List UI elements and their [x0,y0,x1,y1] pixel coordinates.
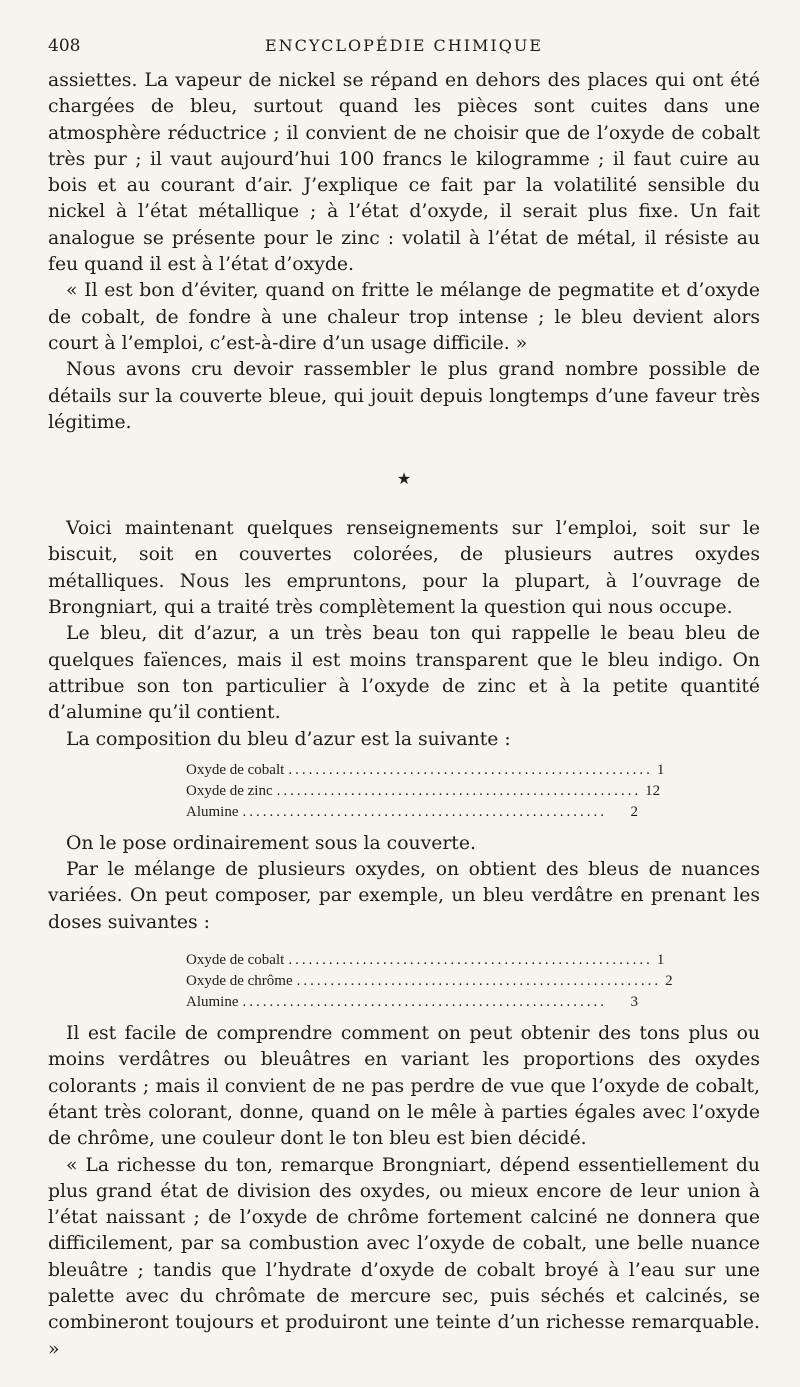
paragraph: Le bleu, dit d’azur, a un très beau ton qui rappelle le beau bleu de quelques faïences, mais il est moins transparent que le bleu indigo. On attribue son ton particulier à l’oxyde de zinc et à la petite quantité d’alumine qu’il contient. [48,623,760,724]
leader-dots: ...................................................... [288,952,653,969]
paragraph: « La richesse du ton, remarque Brongniart, dépend essentiellement du plus grand état de division des oxydes, ou mieux encore de leur union à l’état naissant ; de l’oxyde de chrôme fortement calciné ne donnera que difficilement, par sa combustion avec l’oxyde de cobalt, une belle nuance bleuâtre ; tandis que l’hydrate d’oxyde de cobalt broyé à l’eau sur une palette avec du chrômate de mercure sec, puis séchés et calcinés, se combineront toujours et produiront une teinte d’un richesse remarquable. » [48,1154,760,1360]
paragraph: On le pose ordinairement sous la couverte. [66,832,476,854]
paragraph: La composition du bleu d’azur est la suivante : [66,728,511,750]
ingredient-quantity: 2 [630,803,638,820]
ingredient-name: Oxyde de cobalt [186,761,285,778]
page-number: 408 [48,36,81,56]
section-separator-star: ★ [396,469,412,489]
composition-row [186,802,638,823]
paragraph: Il est facile de comprendre comment on peut obtenir des tons plus ou moins verdâtres ou bleuâtres en variant les proportions des oxydes colorants ; mais il convient de ne pas perdre de vue que l’oxyde de cobalt, étant très colorant, donne, quand on le mêle à parties égales avec l’oxyde de chrôme, une couleur dont le ton bleu est bien décidé. [48,1023,760,1150]
paragraph: Par le mélange de plusieurs oxydes, on obtient des bleus de nuances variées. On peut composer, par exemple, un bleu verdâtre en prenant les doses suivantes : [48,859,760,933]
composition-table-azur [48,760,665,823]
running-header [48,36,760,58]
composition-row [186,950,665,971]
paragraph: « Il est bon d’éviter, quand on fritte le mélange de pegmatite et d’oxyde de cobalt, de fondre à une chaleur trop intense ; le bleu devient alors court à l’emploi, c’est-à-dire d’un usage difficile. » [48,280,760,354]
page-body [48,68,760,1363]
ingredient-quantity: 1 [656,761,665,778]
running-title: ENCYCLOPÉDIE CHIMIQUE [264,36,544,55]
ingredient-name: Alumine [186,803,239,820]
ingredient-name: Oxyde de cobalt [186,952,285,969]
composition-table-verdatre [48,950,673,1013]
paragraph: Voici maintenant quelques renseignements sur l’emploi, soit sur le biscuit, soit en couvertes colorées, de plusieurs autres oxydes métalliques. Nous les empruntons, pour la plupart, à l’ouvrage de Brongniart, qui a traité très complètement la question qui nous occupe. [48,518,760,619]
leader-dots: ...................................................... [288,761,653,778]
ingredient-quantity: 2 [665,973,673,990]
ingredient-name: Oxyde de zinc [186,782,273,799]
leader-dots: ...................................................... [276,782,642,799]
ingredient-quantity: 12 [645,782,661,799]
leader-dots: ...................................................... [242,994,607,1011]
composition-row [186,971,673,992]
leader-dots: ...................................................... [242,803,607,820]
leader-dots: ...................................................... [296,973,662,990]
ingredient-name: Alumine [186,994,239,1011]
paragraph: Nous avons cru devoir rassembler le plus grand nombre possible de détails sur la couverte bleue, qui jouit depuis longtemps d’une faveur très légitime. [48,359,760,433]
composition-row [186,781,661,802]
ingredient-quantity: 1 [656,952,665,969]
ingredient-name: Oxyde de chrôme [186,973,293,990]
composition-row [186,760,665,781]
paragraph: assiettes. La vapeur de nickel se répand en dehors des places qui ont été chargées de bleu, surtout quand les pièces sont cuites dans une atmosphère réductrice ; il convient de ne choisir que de l’oxyde de cobalt très pur ; il vaut aujourd’hui 100 francs le kilogramme ; il faut cuire au bois et au courant d’air. J’explique ce fait par la volatilité sensible du nickel à l’état métallique ; à l’état d’oxyde, il serait plus fixe. Un fait analogue se présente pour le zinc : volatil à l’état de métal, il résiste au feu quand il est à l’état d’oxyde. [48,70,760,276]
ingredient-quantity: 3 [630,994,638,1011]
composition-row [186,992,638,1013]
